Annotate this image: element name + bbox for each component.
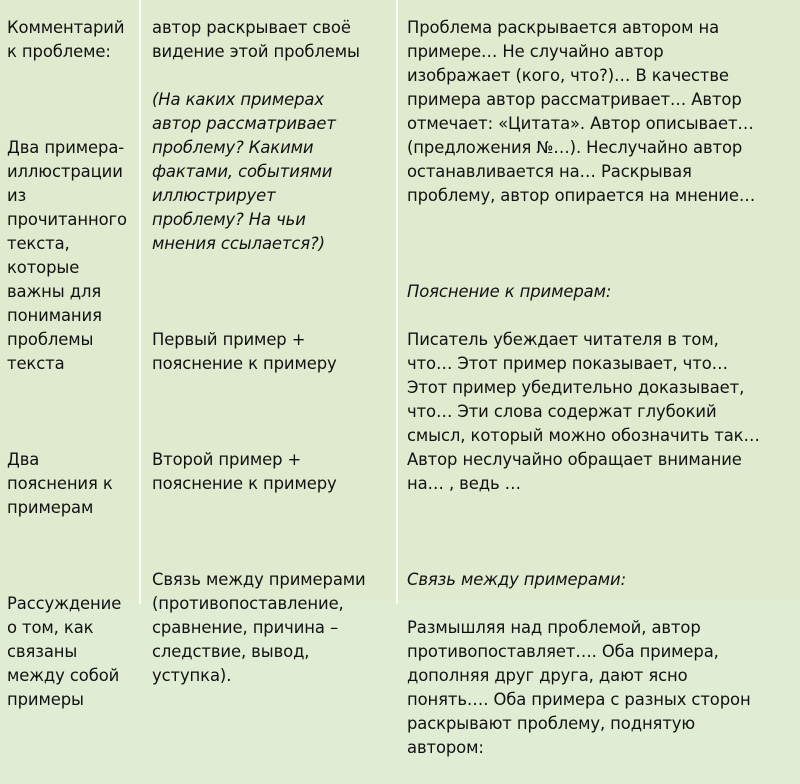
reasoning-label: Рассуждение о том, как связаны между собой примеры <box>7 594 122 709</box>
explain-text: Писатель убеждает читателя в том, что… Этот пример показывает, что… Этот пример убедительно доказывает, что… Эти слова содержат глубокий смысл, который можно обозначить так… Автор неслучайно обращает внимание на… , ведь … <box>407 330 760 493</box>
two-examples-label: Два примера- иллюстрации из прочитанного текста, которые важны для понимания проблемы текста <box>7 138 127 373</box>
two-explanations-label: Два пояснения к примерам <box>7 450 113 517</box>
phrases-column <box>398 0 800 757</box>
structure-column <box>141 0 398 685</box>
commentary-label: Комментарий к проблеме: <box>7 18 125 61</box>
structure-questions: (На каких примерах автор рассматривает проблему? Какими фактами, событиями иллюстрирует проблему? На чьи мнения ссылается?) <box>152 90 336 253</box>
link-heading: Связь между примерами: <box>407 570 627 589</box>
examples-link-text: Связь между примерами (противопоставление, сравнение, причина – следствие, вывод, уступка). <box>152 570 366 685</box>
structure-intro: автор раскрывает своё видение этой проблемы <box>152 18 360 61</box>
link-text: Размышляя над проблемой, автор противопоставляет…. Оба примера, дополняя друг друга, дают ясно понять…. Оба примера с разных сторон раскрывают проблему, поднятую автором: <box>407 618 751 757</box>
criteria-column <box>0 0 141 709</box>
second-example-text: Второй пример + пояснение к примеру <box>152 450 337 493</box>
phrases-intro: Проблема раскрывается автором на примере… Не случайно автор изображает (кого, что?)… В качестве примера автор рассматривает… Автор отмечает: «Цитата». Автор описывает… (предложения №…). Неслучайно автор останавливается на… Раскрывая проблему, автор опирается на мнение… <box>407 18 756 205</box>
first-example-text: Первый пример + пояснение к примеру <box>152 330 337 373</box>
explain-heading: Пояснение к примерам: <box>407 282 612 301</box>
